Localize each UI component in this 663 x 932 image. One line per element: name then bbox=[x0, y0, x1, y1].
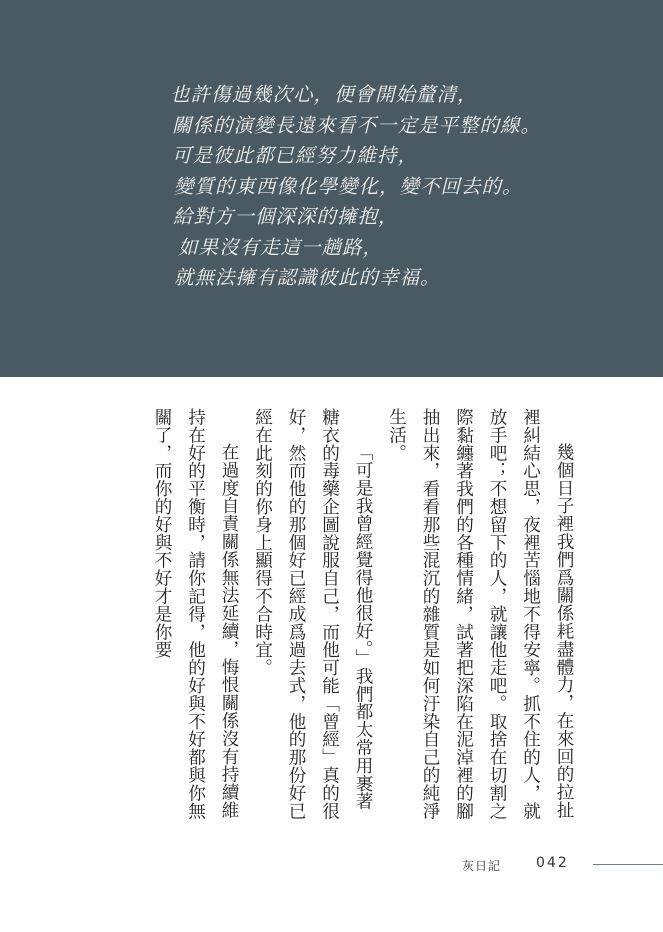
vertical-body-text bbox=[145, 408, 581, 828]
page-number: 042 bbox=[536, 855, 569, 871]
handwritten-poem bbox=[170, 80, 590, 294]
book-title: 灰日記 bbox=[462, 859, 502, 873]
poem-line: 給對方一個深深的擁抱， bbox=[173, 205, 399, 228]
poem-line: 如果沒有走這一趟路， bbox=[178, 235, 384, 259]
body-paragraph: 幾個日子裡我們爲關係耗盡體力，在來回的拉扯裡糾結心思，夜裡苦惱地不得安寧。抓不住的人，就放手吧；不想留下的人，就讓他走吧。取捨在切割之際黏纏著我們的各種情緒，試著把深陷在泥淖裡的腳抽出來，看看那些混沉的雜質是如何汙染自己的純淨生活。 bbox=[386, 408, 574, 820]
poem-line: 就無法擁有認識彼此的幸福。 bbox=[174, 266, 441, 289]
body-paragraph: 在過度自責關係無法延續，悔恨關係沒有持續維持在好的平衡時，請你記得，他的好與不好都與你無關了，而你的好與不好才是你要 bbox=[152, 408, 239, 820]
poem-line: 可是彼此都已經努力維持， bbox=[172, 144, 419, 167]
body-paragraph: 「可是我曾經覺得他很好。」我們都太常用裹著糖衣的毒藥企圖說服自己，而他可能「曾經」真的很好，然而他的那個好已經成爲過去式，他的那份好已經在此刻的你身上顯得不合時宜。 bbox=[252, 408, 373, 820]
footer-rule bbox=[593, 864, 663, 865]
poem-line: 變質的東西像化學變化，變不回去的。 bbox=[174, 174, 523, 198]
handwritten-poem-panel bbox=[0, 0, 663, 377]
poem-line: 也許傷過幾次心，便會開始釐清， bbox=[170, 83, 478, 106]
poem-line: 關係的演變長遠來看不一定是平整的線。 bbox=[172, 113, 542, 137]
